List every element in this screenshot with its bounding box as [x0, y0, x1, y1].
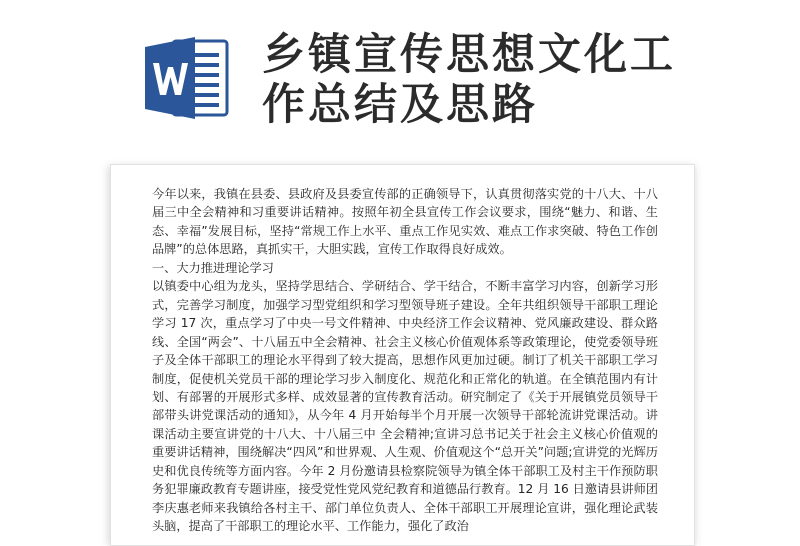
section-heading: 一、大力推进理论学习: [152, 260, 274, 275]
section-paragraph: 以镇委中心组为龙头，坚持学思结合、学研结合、学干结合，不断丰富学习内容，创新学习形式，完善学习制度，加强学习型党组织和学习型领导班子建设。全年共组织领导干部职工理论学习 17 次，重点学习了中央一号文件精神、中央经济工作会议精神、党风廉政建设、群众路线、全国“两会”、十八届五中全会精神、社会主义核心价值观体系等政策理论，使党委领导班子及全体干部职工的理论水平得到了较大提高，思想作风更加过硬。制订了机关干部职工学习制度，促使机关党员干部的理论学习步入制度化、规范化和正常化的轨道。在全镇范围内有计划、有部署的开展形式多样、成效显著的宣传教育活动。研究制定了《关于开展镇党员领导干部带头讲党课活动的通知》，从今年 4 月开始每半个月开展一次领导干部轮流讲党课活动。讲课活动主要宣讲党的十八大、十八届三中 全会精神;宣讲习总书记关于社会主义核心价值观的重要讲话精神，围绕解决“四风”和世界观、人生观、价值观这个“总开关”问题;宣讲党的光辉历史和优良传统等方面内容。今年 2 月份邀请县检察院领导为镇全体干部职工及村主干作预防职务犯罪廉政教育专题讲座，接受党性党风党纪教育和道德品行教育。12 月 16 日邀请县讲师团李庆惠老师来我镇给各村主干、部门单位负责人、全体干部职工开展理论宣讲，强化理论武装头脑，提高了干部职工的理论水平、工作能力，强化了政治: [152, 279, 658, 534]
title-line-2: 作总结及思路: [262, 80, 538, 130]
intro-paragraph: 今年以来，我镇在县委、县政府及县委宣传部的正确领导下，认真贯彻落实党的十八大、十八届三中全会精神和习重要讲话精神。按照年初全县宣传工作会议要求，围绕“魅力、和谐、生态、幸福”发展目标，坚持“常规工作上水平、重点工作见实效、难点工作求突破、特色工作创品牌”的总体思路，真抓实干，大胆实践，宣传工作取得良好成效。: [152, 187, 658, 257]
word-document-icon: [143, 35, 231, 121]
document-page: [110, 164, 695, 546]
document-body: [152, 185, 658, 536]
header-banner: [0, 0, 800, 160]
page-title: [262, 30, 782, 130]
title-line-1: 乡镇宣传思想文化工: [262, 30, 676, 80]
